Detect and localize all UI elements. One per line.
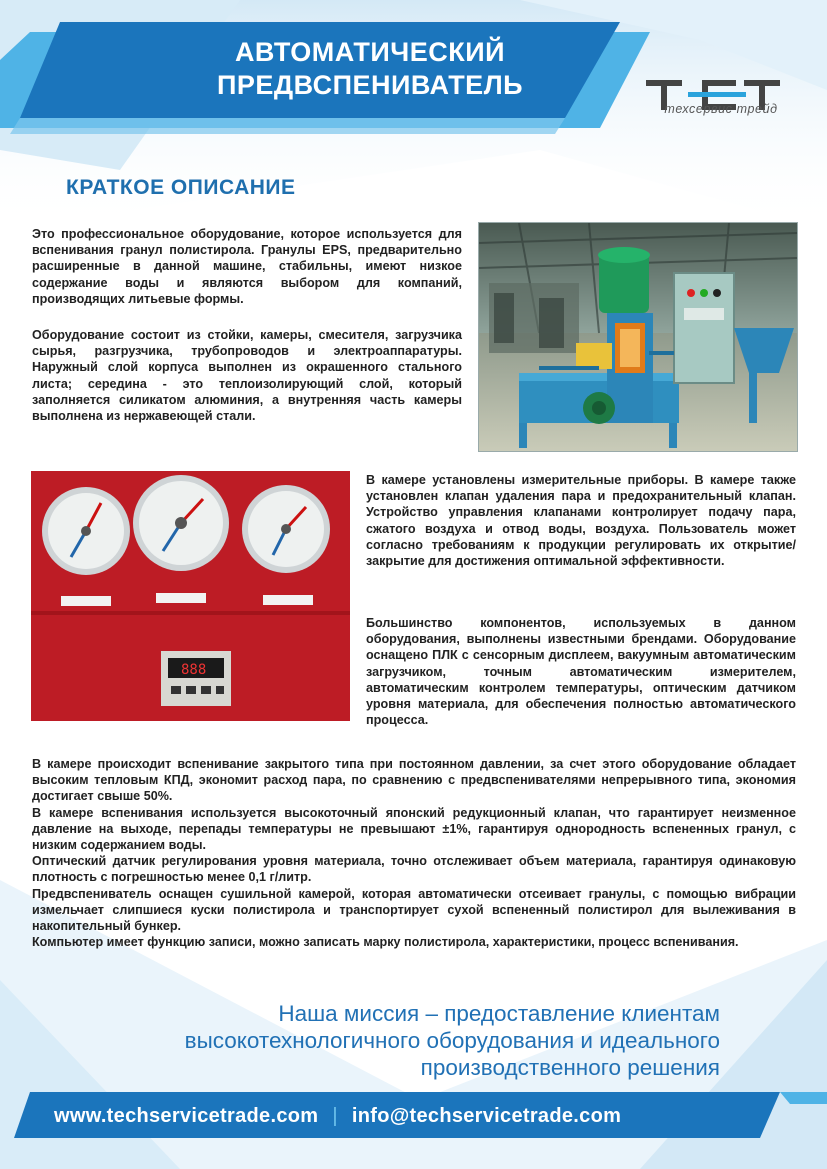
footer-separator: |: [332, 1105, 338, 1127]
feature-line-3: Оптический датчик регулирования уровня материала, точно отслеживает объем материала, гарантируя одинаковую плотность с погрешностью менее 0,1 г/литр.: [32, 854, 796, 885]
paragraph-features: [32, 756, 796, 950]
email-link[interactable]: info@techservicetrade.com: [351, 1105, 622, 1127]
feature-line-1: В камере происходит вспенивание закрытого типа при постоянном давлении, за счет этого оборудование обладает высоким тепловым КПД, экономит расход пара, по сравнению с предвспенивателями непрерывного типа, экономия достигает свыше 50%.: [32, 757, 796, 804]
mission-statement: [40, 1000, 720, 1081]
footer-contacts: [30, 1098, 750, 1134]
mission-line-3: производственного решения: [420, 1055, 720, 1080]
section-title: КРАТКОЕ ОПИСАНИЕ: [66, 176, 296, 199]
title-line-2: ПРЕДВСПЕНИВАТЕЛЬ: [216, 70, 524, 100]
paragraph-construction: Оборудование состоит из стойки, камеры, смесителя, загрузчика сырья, разгрузчика, трубопроводов и электроаппаратуры. Наружный слой корпуса выполнен из окрашенного стального листа; середина - это теплоизолирующий слой, который заполняется силикатом алюминия, а внутренняя часть камеры выполнена из нержавеющей стали.: [32, 328, 462, 424]
page-title: [190, 36, 550, 102]
title-line-1: АВТОМАТИЧЕСКИЙ: [234, 37, 506, 67]
paragraph-instruments: В камере установлены измерительные приборы. В камере также установлен клапан удаления пара и предохранительный клапан. Устройство управления клапанами контролирует подачу пара, сжатого воздуха и отвод воды, воздуха. Пользователь может согласно требованиям к продукции регулировать их открытие/закрытие для достижения оптимальной эффективности.: [366, 473, 796, 569]
logo-subtitle: техсервис трейд: [664, 102, 778, 116]
feature-line-5: Компьютер имеет функцию записи, можно записать марку полистирола, характеристики, процесс вспенивания.: [32, 935, 739, 950]
mission-line-2: высокотехнологичного оборудования и идеального: [184, 1028, 720, 1053]
controller-display: 888: [181, 662, 207, 678]
mission-line-1: Наша миссия – предоставление клиентам: [278, 1001, 720, 1026]
feature-line-2: В камере вспенивания используется высокоточный японский редукционный клапан, что гарантирует неизменное давление на выходе, перепады температуры не превышают ±1%, гарантируя однородность вспененных гранул, с низким содержанием воды.: [32, 805, 796, 853]
paragraph-components: Большинство компонентов, используемых в данном оборудования, выполнены известными брендами. Оборудование оснащено ПЛК с сенсорным дисплеем, вакуумным автоматическим загрузчиком, точным автоматическим измерителем, автоматическим контролем температуры, оптическим датчиком уровня материала, для обеспечения полностью автоматического процесса.: [366, 616, 796, 728]
gauges-photo: [31, 471, 350, 721]
company-logo: [640, 62, 800, 126]
website-link[interactable]: www.techservicetrade.com: [54, 1105, 319, 1127]
feature-line-4: Предвспениватель оснащен сушильной камерой, которая автоматически отсеивает гранулы, с помощью вибрации измельчает слипшиеся куски полистирола и транспортирует сухой вспененный полистирол для вылеживания в накопительный бункер.: [32, 886, 796, 934]
paragraph-intro: Это профессиональное оборудование, которое используется для вспенивания гранул полистирола. Гранулы EPS, предварительно расширенные в данной машине, стабильны, имеют низкое содержание воды и являются выбором для компаний, производящих литьевые формы.: [32, 227, 462, 306]
machine-photo: [478, 222, 798, 452]
